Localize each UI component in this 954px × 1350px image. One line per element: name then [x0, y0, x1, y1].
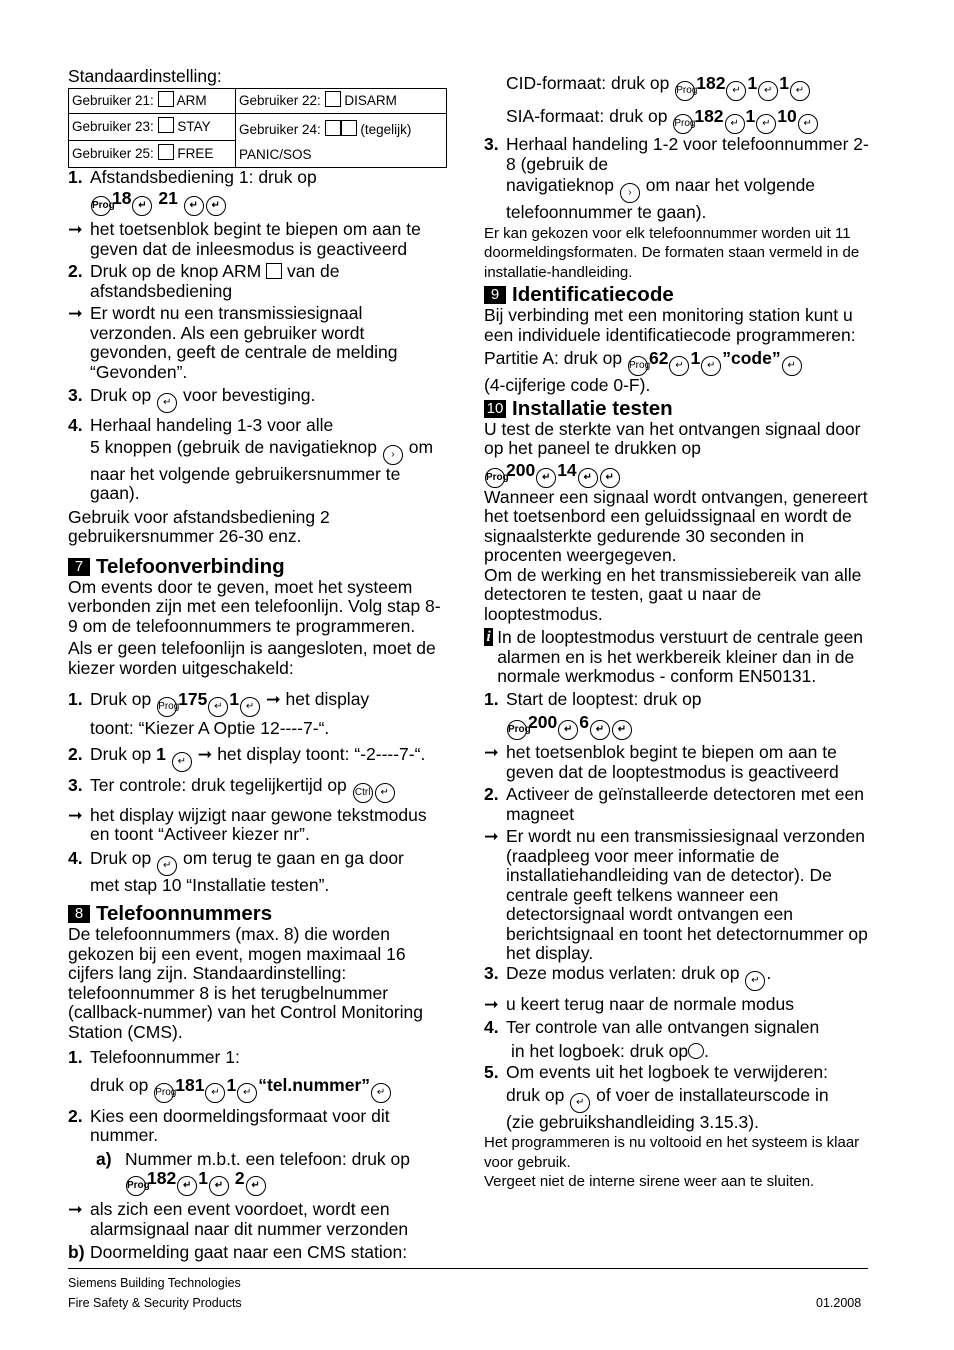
enter-key-icon: ↵ [205, 1083, 225, 1103]
prog-key-icon: Prog [507, 720, 527, 740]
enter-key-icon: ↵ [790, 81, 810, 101]
heading-telefoonnummers: Telefoonnummers [96, 902, 273, 925]
left-column: Standaardinstelling: Gebruiker 21: ARM Gebruiker 22: DISARM Gebruiker 23: STAY Gebruiker 24: (tegelijk) PANIC/SOS Gebruiker 25: FREE 1. Afstandsbediening 1: druk op Prog18 ↵ 21 ↵ ↵ ➞ het toetsenblok begint te biepen om aan te geven dat de inleesmodus is geactiveerd 2. Druk op de knop ARM van de afstandsbediening ➞ Er wordt nu een transmissiesignaal verzonden. Als een gebruiker wordt gevonden, geeft de centrale de melding “Gevonden”. 3. Druk op ↵ voor bevestiging. 4. Herhaal handeling 1-3 voor alle 5 knoppen (gebruik de navigatieknop › om naar het volgende gebruikersnummer te gaan). Gebruik voor afstandsbediening 2 gebruikersnummer 26-30 enz. 7 Telefoonverbinding Om events door te geven, moet het systeem verbonden zijn met een telefoonlijn. Volg stap 8-9 om de telefoonnummers te programmeren. Als er geen telefoonlijn is aangesloten, moet de kiezer worden uitgeschakeld: 1. Druk op Prog175 ↵ 1 ↵ ➞ het display toont: “Kiezer A Optie 12----7-“. 2. Druk op 1 ↵ ➞ het display toont: “-2----7-“. 3. Ter controle: druk tegelijkertijd op Ctrl ↵ ➞ het display wijzigt naar gewone tekstmodus en toont “Activeer kiezer nr”. 4. Druk op ↵ om terug te gaan en ga door met stap 10 “Installatie testen”. 8 Telefoonnummers De telefoonnummers (max. 8) die worden gekozen bij een event, mogen maximaal 16 cijfers lang zijn. Standaardinstelling: telefoonnummer 8 is het terugbelnummer (callback-nummer) van het Control Monitoring Station (CMS). 1. Telefoonnummer 1: druk op Prog181 ↵ 1 ↵ “tel.nummer” ↵ 2. Kies een doormeldingsformaat voor dit nummer. a) Nummer m.b.t. een telefoon: druk op Prog182 ↵ 1 ↵ 2 ↵ ➞ als zich een event voordoet, wordt een alarmsignaal naar dit nummer verzonden b) Doormelding gaat naar een CMS station: [68, 67, 448, 1263]
step-1: 1. Afstandsbediening 1: druk op [68, 166, 317, 187]
enter-key-icon: ↵ [701, 356, 721, 376]
enter-key-icon: ↵ [184, 196, 204, 216]
arm-icon [266, 263, 282, 279]
enter-key-icon: ↵ [237, 1083, 257, 1103]
footer-company: Siemens Building Technologies [68, 1276, 241, 1290]
nav-key-icon: › [620, 183, 640, 203]
prog-key-icon: Prog [485, 468, 505, 488]
enter-key-icon: ↵ [157, 856, 177, 876]
arrow-icon: ➞ [68, 219, 83, 239]
step-1-keys: Prog18 ↵ 21 ↵ ↵ [68, 189, 448, 216]
ctrl-key-icon: Ctrl [353, 783, 373, 803]
enter-key-icon: ↵ [208, 697, 228, 717]
enter-key-icon: ↵ [246, 1176, 266, 1196]
heading-identificatiecode: Identificatiecode [512, 283, 674, 306]
right-column: CID-formaat: druk op Prog182 ↵ 1 ↵ 1 ↵ SIA-formaat: druk op Prog182 ↵ 1 ↵ 10 ↵ 3. Herhaal handeling 1-2 voor telefoonnummer 2-8 (gebruik de navigatieknop › om naar het volgende telefoonnummer te gaan). Er kan gekozen voor elk telefoonnummer worden uit 11 doormeldingsformaten. De formaten staan vermeld in de installatie-handleiding. 9 Identificatiecode Bij verbinding met een monitoring station kunt u een individuele identificatiecode programmeren: Partitie A: druk op Prog62 ↵ 1 ↵ ”code” ↵ (4-cijferige code 0-F). 10 Installatie testen U test de sterkte van het ontvangen signaal door op het paneel te drukken op Prog200 ↵ 14 ↵ ↵ Wanneer een signaal wordt ontvangen, genereert het toetsenbord een geluidssignaal en wordt de signaalsterkte gedurende 30 seconden in procenten weergegeven. Om de werking en het transmissiebereik van alle detectoren te testen, gaat u naar de looptestmodus. i In de looptestmodus verstuurt de centrale geen alarmen en is het werkbereik kleiner dan in de normale werkmodus - conform EN50131. 1. Start de looptest: druk op Prog200 ↵ 6 ↵ ↵ ➞ het toetsenblok begint te biepen om aan te geven dat de looptestmodus is geactiveerd 2. Activeer de geïnstalleerde detectoren met een magneet ➞ Er wordt nu een transmissiesignaal verzonden (raadpleeg voor meer informatie de installatiehandleiding van de detector). De centrale geeft telkens wanneer een detectorsignaal wordt ontvangen een berichtsignaal en toont het detectornummer op het display. 3. Deze modus verlaten: druk op ↵ . ➞ u keert terug naar de normale modus 4. Ter controle van alle ontvangen signalen in het logboek: druk op . 5. Om events uit het logboek te verwijderen: druk op ↵ of voer de installateurscode in (zie gebruikshandleiding 3.15.3). Het programmeren is nu voltooid en het systeem is klaar voor gebruik. Vergeet niet de interne sirene weer aan te sluiten. [484, 73, 869, 1190]
enter-key-icon: ↵ [612, 720, 632, 740]
prog-key-icon: Prog [126, 1176, 146, 1196]
enter-key-icon: ↵ [798, 114, 818, 134]
prog-key-icon: Prog [154, 1083, 174, 1103]
disarm-icon [325, 91, 341, 107]
stay-icon [325, 120, 341, 136]
enter-key-icon: ↵ [578, 468, 598, 488]
enter-key-icon: ↵ [172, 752, 192, 772]
heading-telefoonverbinding: Telefoonverbinding [96, 554, 285, 578]
logbook-key-icon [688, 1043, 704, 1059]
enter-key-icon: ↵ [756, 114, 776, 134]
enter-key-icon: ↵ [570, 1093, 590, 1113]
nav-key-icon: › [383, 445, 403, 465]
enter-key-icon: ↵ [132, 196, 152, 216]
enter-key-icon: ↵ [240, 697, 260, 717]
prog-key-icon: Prog [673, 114, 693, 134]
enter-key-icon: ↵ [745, 971, 765, 991]
enter-key-icon: ↵ [726, 81, 746, 101]
default-setting-label: Standaardinstelling: [68, 66, 222, 86]
prog-key-icon: Prog [675, 81, 695, 101]
free-icon [341, 120, 357, 136]
arrow-icon: ➞ [68, 303, 83, 323]
enter-key-icon: ↵ [177, 1176, 197, 1196]
enter-key-icon: ↵ [600, 468, 620, 488]
stay-icon [158, 117, 174, 133]
enter-key-icon: ↵ [536, 468, 556, 488]
prog-key-icon: Prog [628, 356, 648, 376]
enter-key-icon: ↵ [371, 1083, 391, 1103]
enter-key-icon: ↵ [782, 356, 802, 376]
info-icon: i [484, 628, 493, 646]
enter-key-icon: ↵ [758, 81, 778, 101]
enter-key-icon: ↵ [590, 720, 610, 740]
free-icon [158, 144, 174, 160]
enter-key-icon: ↵ [375, 783, 395, 803]
arm-icon [158, 91, 174, 107]
footer-rule [68, 1268, 868, 1269]
footer-date: 01.2008 [816, 1296, 862, 1310]
enter-key-icon: ↵ [209, 1176, 229, 1196]
enter-key-icon: ↵ [725, 114, 745, 134]
enter-key-icon: ↵ [669, 356, 689, 376]
prog-key-icon: Prog [157, 697, 177, 717]
user-table: Gebruiker 21: ARM Gebruiker 22: DISARM Gebruiker 23: STAY Gebruiker 24: (tegelijk) PANIC/SOS Gebruiker 25: FREE [68, 88, 447, 168]
heading-installatie-testen: Installatie testen [512, 396, 673, 420]
enter-key-icon: ↵ [157, 393, 177, 413]
prog-key-icon: Prog [91, 196, 111, 216]
enter-key-icon: ↵ [558, 720, 578, 740]
enter-key-icon: ↵ [206, 196, 226, 216]
footer-division: Fire Safety & Security Products [68, 1296, 242, 1310]
